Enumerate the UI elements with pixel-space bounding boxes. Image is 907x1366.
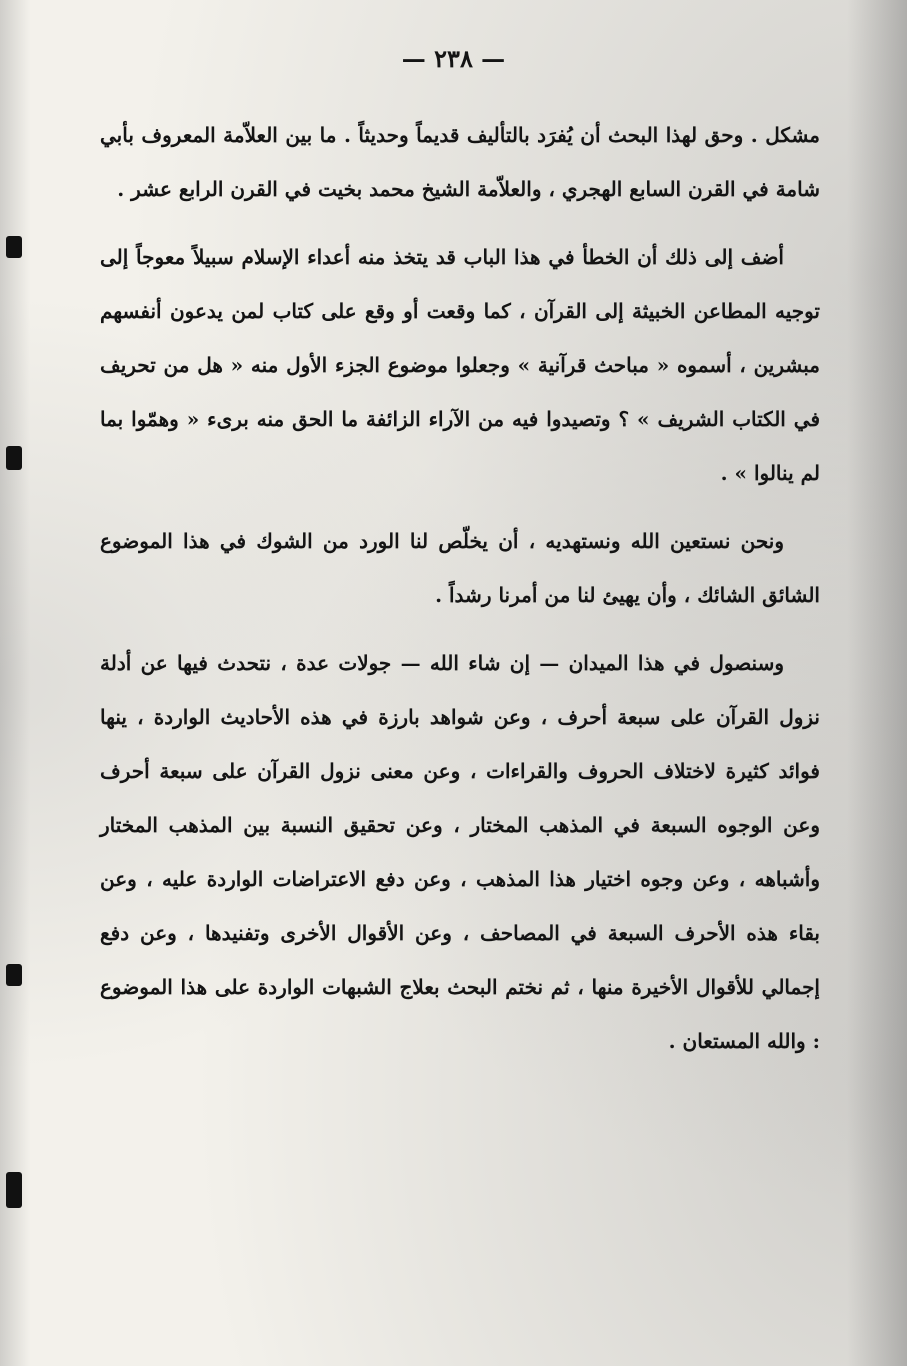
paragraph: مشكل . وحق لهذا البحث أن يُفرَد بالتأليف قديماً وحديثاً . ما بين العلاّمة المعروف بأبي شامة في القرن السابع الهجري ، والعلاّمة الشيخ محمد بخيت في القرن الرابع عشر . — [100, 123, 820, 201]
paragraph: أضف إلى ذلك أن الخطأ في هذا الباب قد يتخذ منه أعداء الإسلام سبيلاً معوجاً إلى توجيه المطاعن الخبيثة إلى القرآن ، كما وقعت أو وقع على كتاب لمن يدعون أنفسهم مبشرين ، أسموه « مباحث قرآنية » وجعلوا موضوع الجزء الأول منه « هل من تحريف في الكتاب الشريف » ؟ وتصيدوا فيه من الآراء الزائفة ما الحق منه برىء « وهمّوا بما لم ينالوا » . — [100, 245, 820, 485]
binding-hole-mark — [6, 1172, 22, 1208]
binding-hole-mark — [6, 446, 22, 470]
binding-hole-mark — [6, 236, 22, 258]
scan-edge-shadow-left — [0, 0, 30, 1366]
page-number: — ٢٣٨ — — [401, 44, 506, 73]
binding-hole-mark — [6, 964, 22, 986]
paragraph: وسنصول في هذا الميدان — إن شاء الله — جولات عدة ، نتحدث فيها عن أدلة نزول القرآن على سبعة أحرف ، وعن شواهد بارزة في هذه الأحاديث الواردة ، ينها فوائد كثيرة لاختلاف الحروف والقراءات ، وعن معنى نزول القرآن على سبعة أحرف وعن الوجوه السبعة في المذهب المختار ، وعن تحقيق النسبة بين المذهب المختار وأشباهه ، وعن وجوه اختيار هذا المذهب ، وعن دفع الاعتراضات الواردة عليه ، وعن بقاء هذه الأحرف السبعة في المصاحف ، وعن الأقوال الأخرى وتفنيدها ، وعن دفع إجمالي للأقوال الأخيرة منها ، ثم نختم البحث بعلاج الشبهات الواردة على هذا الموضوع : والله المستعان . — [100, 651, 820, 1053]
body-text — [100, 108, 820, 1068]
paragraph: ونحن نستعين الله ونستهديه ، أن يخلّص لنا الورد من الشوك في هذا الموضوع الشائق الشائك ، وأن يهيئ لنا من أمرنا رشداً . — [100, 529, 820, 607]
scan-edge-shadow-right — [847, 0, 907, 1366]
